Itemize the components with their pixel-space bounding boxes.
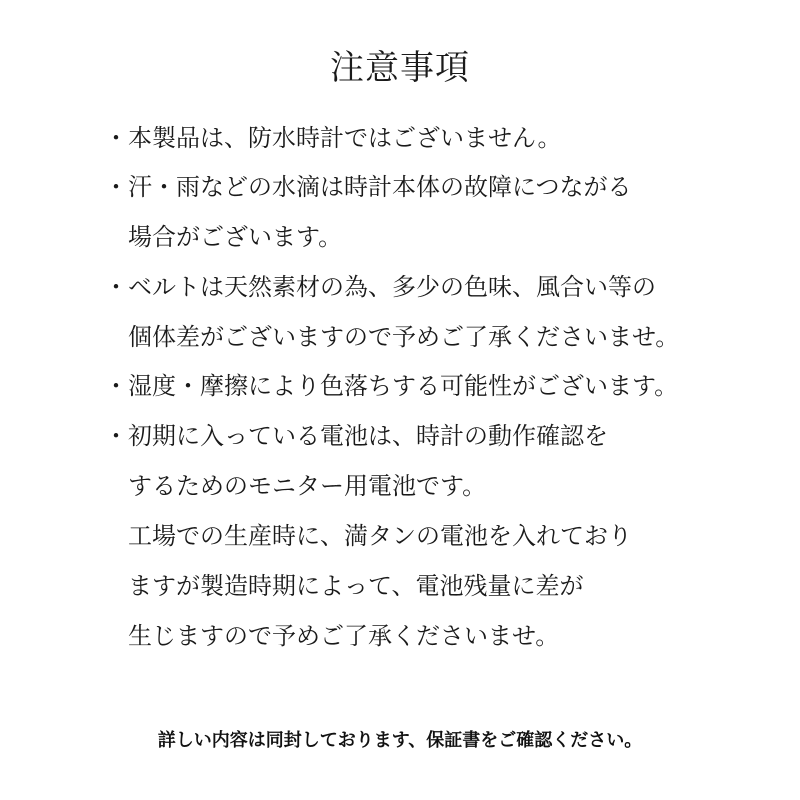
footer-note: 詳しい内容は同封しております、保証書をご確認ください。 [157, 730, 643, 751]
notice-line: ・ベルトは天然素材の為、多少の色味、風合い等の [104, 273, 656, 301]
notice-line: するためのモニター用電池です。 [104, 472, 487, 500]
notice-line: 工場での生産時に、満タンの電池を入れており [104, 522, 632, 550]
notice-line: ・湿度・摩擦により色落ちする可能性がございます。 [104, 372, 679, 400]
page-title: 注意事項 [330, 48, 470, 88]
notice-line: ますが製造時期によって、電池残量に差が [104, 572, 584, 600]
notice-line: 場合がございます。 [104, 223, 343, 251]
notice-line: ・本製品は、防水時計ではございません。 [104, 124, 562, 152]
notice-line: 生じますので予めご了承くださいませ。 [104, 622, 560, 650]
notice-line: ・汗・雨などの水滴は時計本体の故障につながる [104, 173, 632, 201]
notice-line: 個体差がございますので予めご了承くださいませ。 [104, 323, 680, 351]
notice-line: ・初期に入っている電池は、時計の動作確認を [104, 422, 608, 450]
